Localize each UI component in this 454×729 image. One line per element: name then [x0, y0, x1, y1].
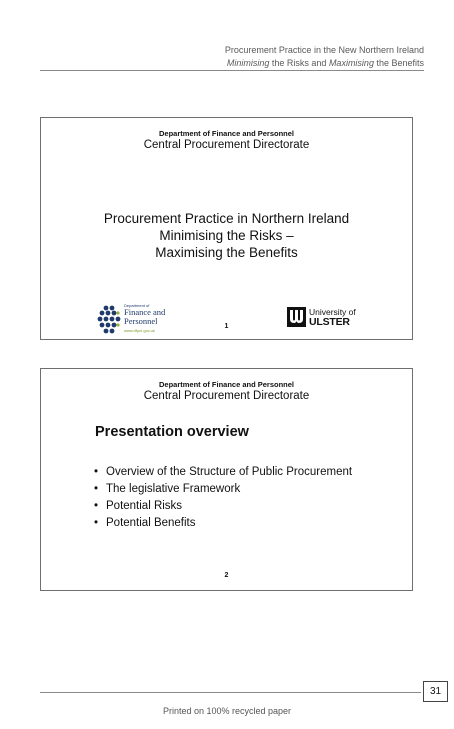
list-item: [94, 515, 352, 532]
slide-title-line: Maximising the Benefits: [155, 245, 298, 260]
dfp-logo-url: www.dfpni.gov.uk: [124, 328, 155, 333]
header-line-1: Procurement Practice in the New Northern Ireland: [224, 45, 424, 55]
slide-heading: Presentation overview: [95, 424, 249, 440]
bullet-text: The legislative Framework: [106, 483, 241, 495]
slide-dept: Department of Finance and Personnel: [158, 129, 295, 138]
list-item: [94, 481, 352, 498]
slide-page-number: 2: [224, 572, 229, 579]
ulster-logo: [287, 307, 367, 331]
slide-directorate: Central Procurement Directorate: [143, 390, 310, 402]
dfp-logo-line-1: Finance and: [124, 307, 166, 317]
ulster-logo-line-1: University of: [309, 307, 356, 317]
slide-title: [41, 210, 412, 261]
footer-rule: [40, 692, 421, 693]
header-rule: [40, 70, 424, 71]
header-italic-1: Minimising: [226, 58, 270, 68]
bullet-text: Potential Risks: [106, 500, 183, 512]
bullet-list: [94, 464, 352, 532]
dfp-logo-line-2: Personnel: [124, 316, 158, 326]
slide-page-number: 1: [224, 323, 229, 330]
slide-dept: Department of Finance and Personnel: [158, 380, 295, 389]
header-italic-2: Maximising: [328, 58, 374, 68]
slide-title-line: Minimising the Risks –: [159, 228, 294, 243]
bullet-icon: •: [94, 500, 99, 512]
page-number: 31: [423, 681, 448, 702]
ulster-crest-icon: [287, 307, 306, 327]
header-text-1: the Risks and: [269, 58, 329, 68]
slide-1: [40, 117, 413, 340]
list-item: [94, 498, 352, 515]
ulster-logo-text: [309, 307, 356, 327]
dfp-dots-icon: [97, 305, 123, 335]
bullet-icon: •: [94, 517, 99, 529]
bullet-text: Overview of the Structure of Public Procurement: [106, 466, 353, 478]
dfp-logo-small: Department of: [124, 303, 150, 308]
ulster-logo-line-2: ULSTER: [309, 316, 350, 328]
bullet-icon: •: [94, 483, 99, 495]
printed-note: Printed on 100% recycled paper: [162, 706, 292, 716]
bullet-text: Potential Benefits: [106, 517, 196, 529]
slide-2: [40, 368, 413, 591]
header-text-2: the Benefits: [373, 58, 424, 68]
list-item: [94, 464, 352, 481]
bullet-icon: •: [94, 466, 99, 478]
running-header: [225, 44, 424, 70]
slide-title-line: Procurement Practice in Northern Ireland: [103, 211, 350, 226]
header-line-2: [225, 57, 424, 70]
slide-directorate: Central Procurement Directorate: [143, 139, 310, 151]
